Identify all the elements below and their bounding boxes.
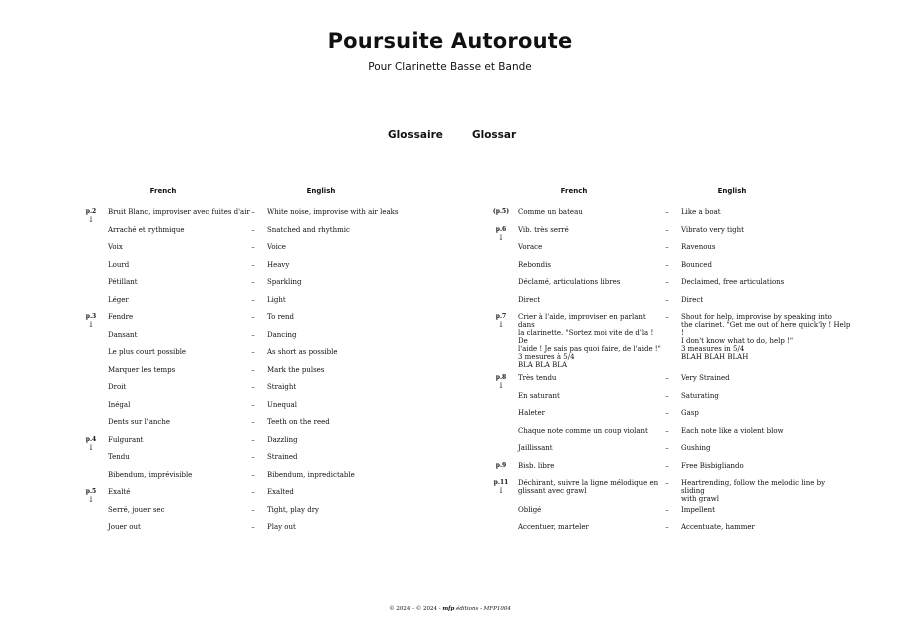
footer-brand: mfp (442, 606, 455, 612)
french-term: Dents sur l'anche (108, 418, 170, 426)
glossary-row (80, 418, 420, 436)
glossary-row (490, 392, 860, 410)
page-reference (490, 208, 512, 216)
separator-dash: – (251, 435, 255, 444)
french-term: Inégal (108, 400, 131, 409)
english-term: Bounced (681, 260, 712, 269)
arrow-down-icon: ↓ (497, 232, 505, 242)
glossary-row (80, 296, 420, 314)
english-term: Like a boat (681, 208, 721, 216)
french-term: Très tendu (518, 374, 557, 382)
english-term: Direct (681, 295, 704, 304)
separator-dash: – (665, 295, 669, 304)
english-header: English (306, 187, 336, 195)
separator-dash: – (251, 488, 255, 496)
arrow-down-icon: ↓ (87, 495, 95, 504)
french-term: Déclamé, articulations libres (518, 278, 621, 286)
page-subtitle: Pour Clarinette Basse et Bande (368, 61, 532, 73)
glossary-row (490, 479, 860, 506)
glossary-row (80, 313, 420, 331)
footer-copyright: © 2024 - © 2024 - (389, 606, 441, 612)
glossary-row (80, 401, 420, 419)
separator-dash: – (665, 313, 669, 321)
page-number: p.3 (85, 313, 97, 320)
french-term: Rebondis (518, 260, 551, 269)
glossary-row (490, 226, 860, 244)
glossary-right-list (490, 208, 860, 541)
glossary-left-list (80, 208, 420, 541)
separator-dash: – (251, 348, 255, 356)
english-term: Impellent (681, 505, 715, 514)
glossary-row (490, 243, 860, 261)
english-term: Dazzling (267, 435, 298, 444)
page-reference (490, 462, 512, 470)
french-term: Lourd (108, 260, 130, 269)
french-term: Direct (518, 295, 541, 304)
page-reference (490, 226, 512, 242)
glossary-row (80, 348, 420, 366)
english-term: Heartrending, follow the melodic line by sliding with grawl (681, 479, 826, 503)
glossary-row (490, 296, 860, 314)
page-number: p.9 (495, 461, 507, 469)
column-headers (490, 187, 860, 208)
separator-dash: – (251, 208, 255, 216)
arrow-down-icon: ↓ (87, 215, 95, 224)
english-term: Heavy (267, 260, 290, 269)
arrow-down-icon: ↓ (87, 442, 95, 452)
glossary-row (490, 278, 860, 296)
glossary-row (490, 374, 860, 392)
footer (0, 606, 900, 612)
english-term: Light (267, 295, 286, 304)
english-term: Ravenous (681, 243, 716, 251)
english-term: Voice (267, 243, 286, 251)
french-term: Voix (108, 243, 123, 251)
french-term: Le plus court possible (108, 348, 187, 356)
english-term: Play out (267, 523, 296, 531)
english-term: As short as possible (267, 348, 338, 356)
english-term: To rend (267, 313, 295, 321)
glossary-row (80, 488, 420, 506)
glossary-row (490, 427, 860, 445)
english-term: Gushing (681, 444, 711, 452)
separator-dash: – (251, 243, 255, 251)
separator-dash: – (665, 391, 669, 400)
glossary-row (80, 436, 420, 454)
french-term: Jouer out (108, 523, 141, 531)
separator-dash: – (251, 470, 255, 479)
english-term: Accentuate, hammer (681, 523, 755, 531)
column-headers (80, 187, 420, 208)
english-term: Sparkling (267, 278, 302, 286)
separator-dash: – (251, 365, 255, 374)
french-header: French (560, 187, 588, 195)
glossary-left-column (80, 187, 420, 541)
separator-dash: – (251, 313, 255, 321)
english-term: Dancing (267, 330, 297, 339)
page-reference (490, 479, 512, 495)
separator-dash: – (665, 278, 669, 286)
english-term: Gasp (681, 409, 699, 417)
separator-dash: – (665, 523, 669, 531)
english-term: Each note like a violent blow (681, 426, 784, 435)
french-term: Tendu (108, 453, 130, 461)
english-term: Tight, play dry (267, 505, 320, 514)
french-term: Déchirant, suivre la ligne mélodique en glissant avec grawl (518, 479, 659, 495)
glossary-row (80, 278, 420, 296)
glossary-row (80, 331, 420, 349)
separator-dash: – (665, 444, 669, 452)
glossary-row (490, 208, 860, 226)
french-term: Vib. très serré (518, 225, 569, 234)
english-term: Teeth on the reed (267, 418, 330, 426)
english-header: English (717, 187, 747, 195)
arrow-down-icon: ↓ (497, 381, 505, 390)
english-term: White noise, improvise with air leaks (267, 208, 399, 216)
english-term: Snatched and rhythmic (267, 225, 350, 234)
english-term: Vibrato very tight (681, 225, 744, 234)
french-term: Jaillissant (518, 444, 553, 452)
glossary-row (490, 462, 860, 480)
separator-dash: – (665, 225, 669, 234)
french-term: Exalté (108, 488, 131, 496)
french-term: Marquer les temps (108, 365, 176, 374)
glossary-row (80, 261, 420, 279)
english-term: Bibendum, inpredictable (267, 470, 355, 479)
english-term: Free Bisbigliando (681, 461, 744, 470)
glossary-row (80, 383, 420, 401)
separator-dash: – (665, 479, 669, 487)
french-term: Chaque note comme un coup violant (518, 426, 648, 435)
page-reference (80, 208, 102, 224)
separator-dash: – (665, 505, 669, 514)
arrow-down-icon: ↓ (87, 320, 95, 329)
page-number: p.2 (85, 208, 97, 215)
glossary-row (490, 444, 860, 462)
glossary-row (80, 366, 420, 384)
glossary-row (80, 471, 420, 489)
separator-dash: – (251, 453, 255, 461)
french-term: Fulgurant (108, 435, 144, 444)
page-number: p.5 (85, 488, 97, 495)
footer-edition: éditions - MFP1004 (456, 606, 511, 612)
separator-dash: – (251, 260, 255, 269)
page-reference (490, 313, 512, 329)
separator-dash: – (251, 225, 255, 234)
arrow-down-icon: ↓ (497, 486, 505, 495)
french-term: Bibendum, imprévisible (108, 470, 193, 479)
separator-dash: – (251, 295, 255, 304)
page-reference (80, 313, 102, 329)
french-term: Obligé (518, 505, 542, 514)
french-term: Bruit Blanc, improviser avec fuites d'air (108, 208, 250, 216)
french-term: Bisb. libre (518, 461, 555, 470)
glossary-row (490, 506, 860, 524)
page-reference (80, 436, 102, 452)
separator-dash: – (665, 461, 669, 470)
english-term: Unequal (267, 400, 297, 409)
glossary-row (490, 523, 860, 541)
english-term: Very Strained (681, 374, 730, 382)
separator-dash: – (251, 330, 255, 339)
separator-dash: – (251, 505, 255, 514)
glossary-row (80, 506, 420, 524)
english-term: Mark the pulses (267, 365, 325, 374)
page-number: (p.5) (492, 208, 510, 215)
page-number: p.8 (495, 374, 507, 381)
separator-dash: – (665, 208, 669, 216)
french-term: Serré, jouer sec (108, 505, 165, 514)
french-term: En saturant (518, 391, 560, 400)
separator-dash: – (665, 374, 669, 382)
french-term: Crier à l'aide, improviser en parlant dans la clarinette. "Sortez moi vite de d'la ! De l'aide ! Je sais pas quoi faire, de l'aide !" 3 mesures à 5/4 BLA BLA BLA (518, 313, 661, 369)
glossary-row (80, 226, 420, 244)
separator-dash: – (251, 383, 255, 391)
french-term: Arraché et rythmique (108, 225, 185, 234)
glossary-row (80, 453, 420, 471)
glossary-row (80, 208, 420, 226)
separator-dash: – (251, 418, 255, 426)
french-term: Pétillant (108, 278, 138, 286)
glossaire-heading: Glossaire (388, 129, 443, 141)
french-term: Léger (108, 295, 129, 304)
page-number: p.6 (495, 225, 507, 233)
glossary-row (80, 243, 420, 261)
glossar-heading: Glossar (472, 129, 517, 141)
french-term: Comme un bateau (518, 208, 583, 216)
page-number: p.11 (493, 479, 509, 486)
page-title: Poursuite Autoroute (327, 29, 573, 53)
arrow-down-icon: ↓ (497, 320, 505, 329)
page-reference (490, 374, 512, 390)
english-term: Straight (267, 383, 297, 391)
page-reference (80, 488, 102, 504)
separator-dash: – (665, 426, 669, 435)
french-term: Droit (108, 383, 127, 391)
english-term: Shout for help, improvise by speaking into the clarinet. "Get me out of here quick'ly ! Help ! I don't know what to do, help !" 3 measures in 5/4 BLAH BLAH BLAH (681, 313, 851, 361)
french-term: Fendre (108, 313, 134, 321)
separator-dash: – (665, 243, 669, 251)
glossary-row (490, 313, 860, 374)
glossary-right-column (490, 187, 860, 541)
glossary-row (490, 409, 860, 427)
french-term: Haleter (518, 409, 545, 417)
english-term: Exalted (267, 488, 294, 496)
french-term: Vorace (518, 243, 543, 251)
english-term: Declaimed, free articulations (681, 278, 785, 286)
separator-dash: – (251, 278, 255, 286)
separator-dash: – (665, 409, 669, 417)
separator-dash: – (665, 260, 669, 269)
page-number: p.7 (495, 313, 507, 320)
glossary-row (80, 523, 420, 541)
english-term: Strained (267, 453, 298, 461)
glossary-row (490, 261, 860, 279)
page-number: p.4 (85, 435, 97, 443)
separator-dash: – (251, 400, 255, 409)
french-term: Accentuer, marteler (518, 523, 589, 531)
french-term: Dansant (108, 330, 138, 339)
english-term: Saturating (681, 391, 719, 400)
french-header: French (149, 187, 177, 195)
separator-dash: – (251, 523, 255, 531)
